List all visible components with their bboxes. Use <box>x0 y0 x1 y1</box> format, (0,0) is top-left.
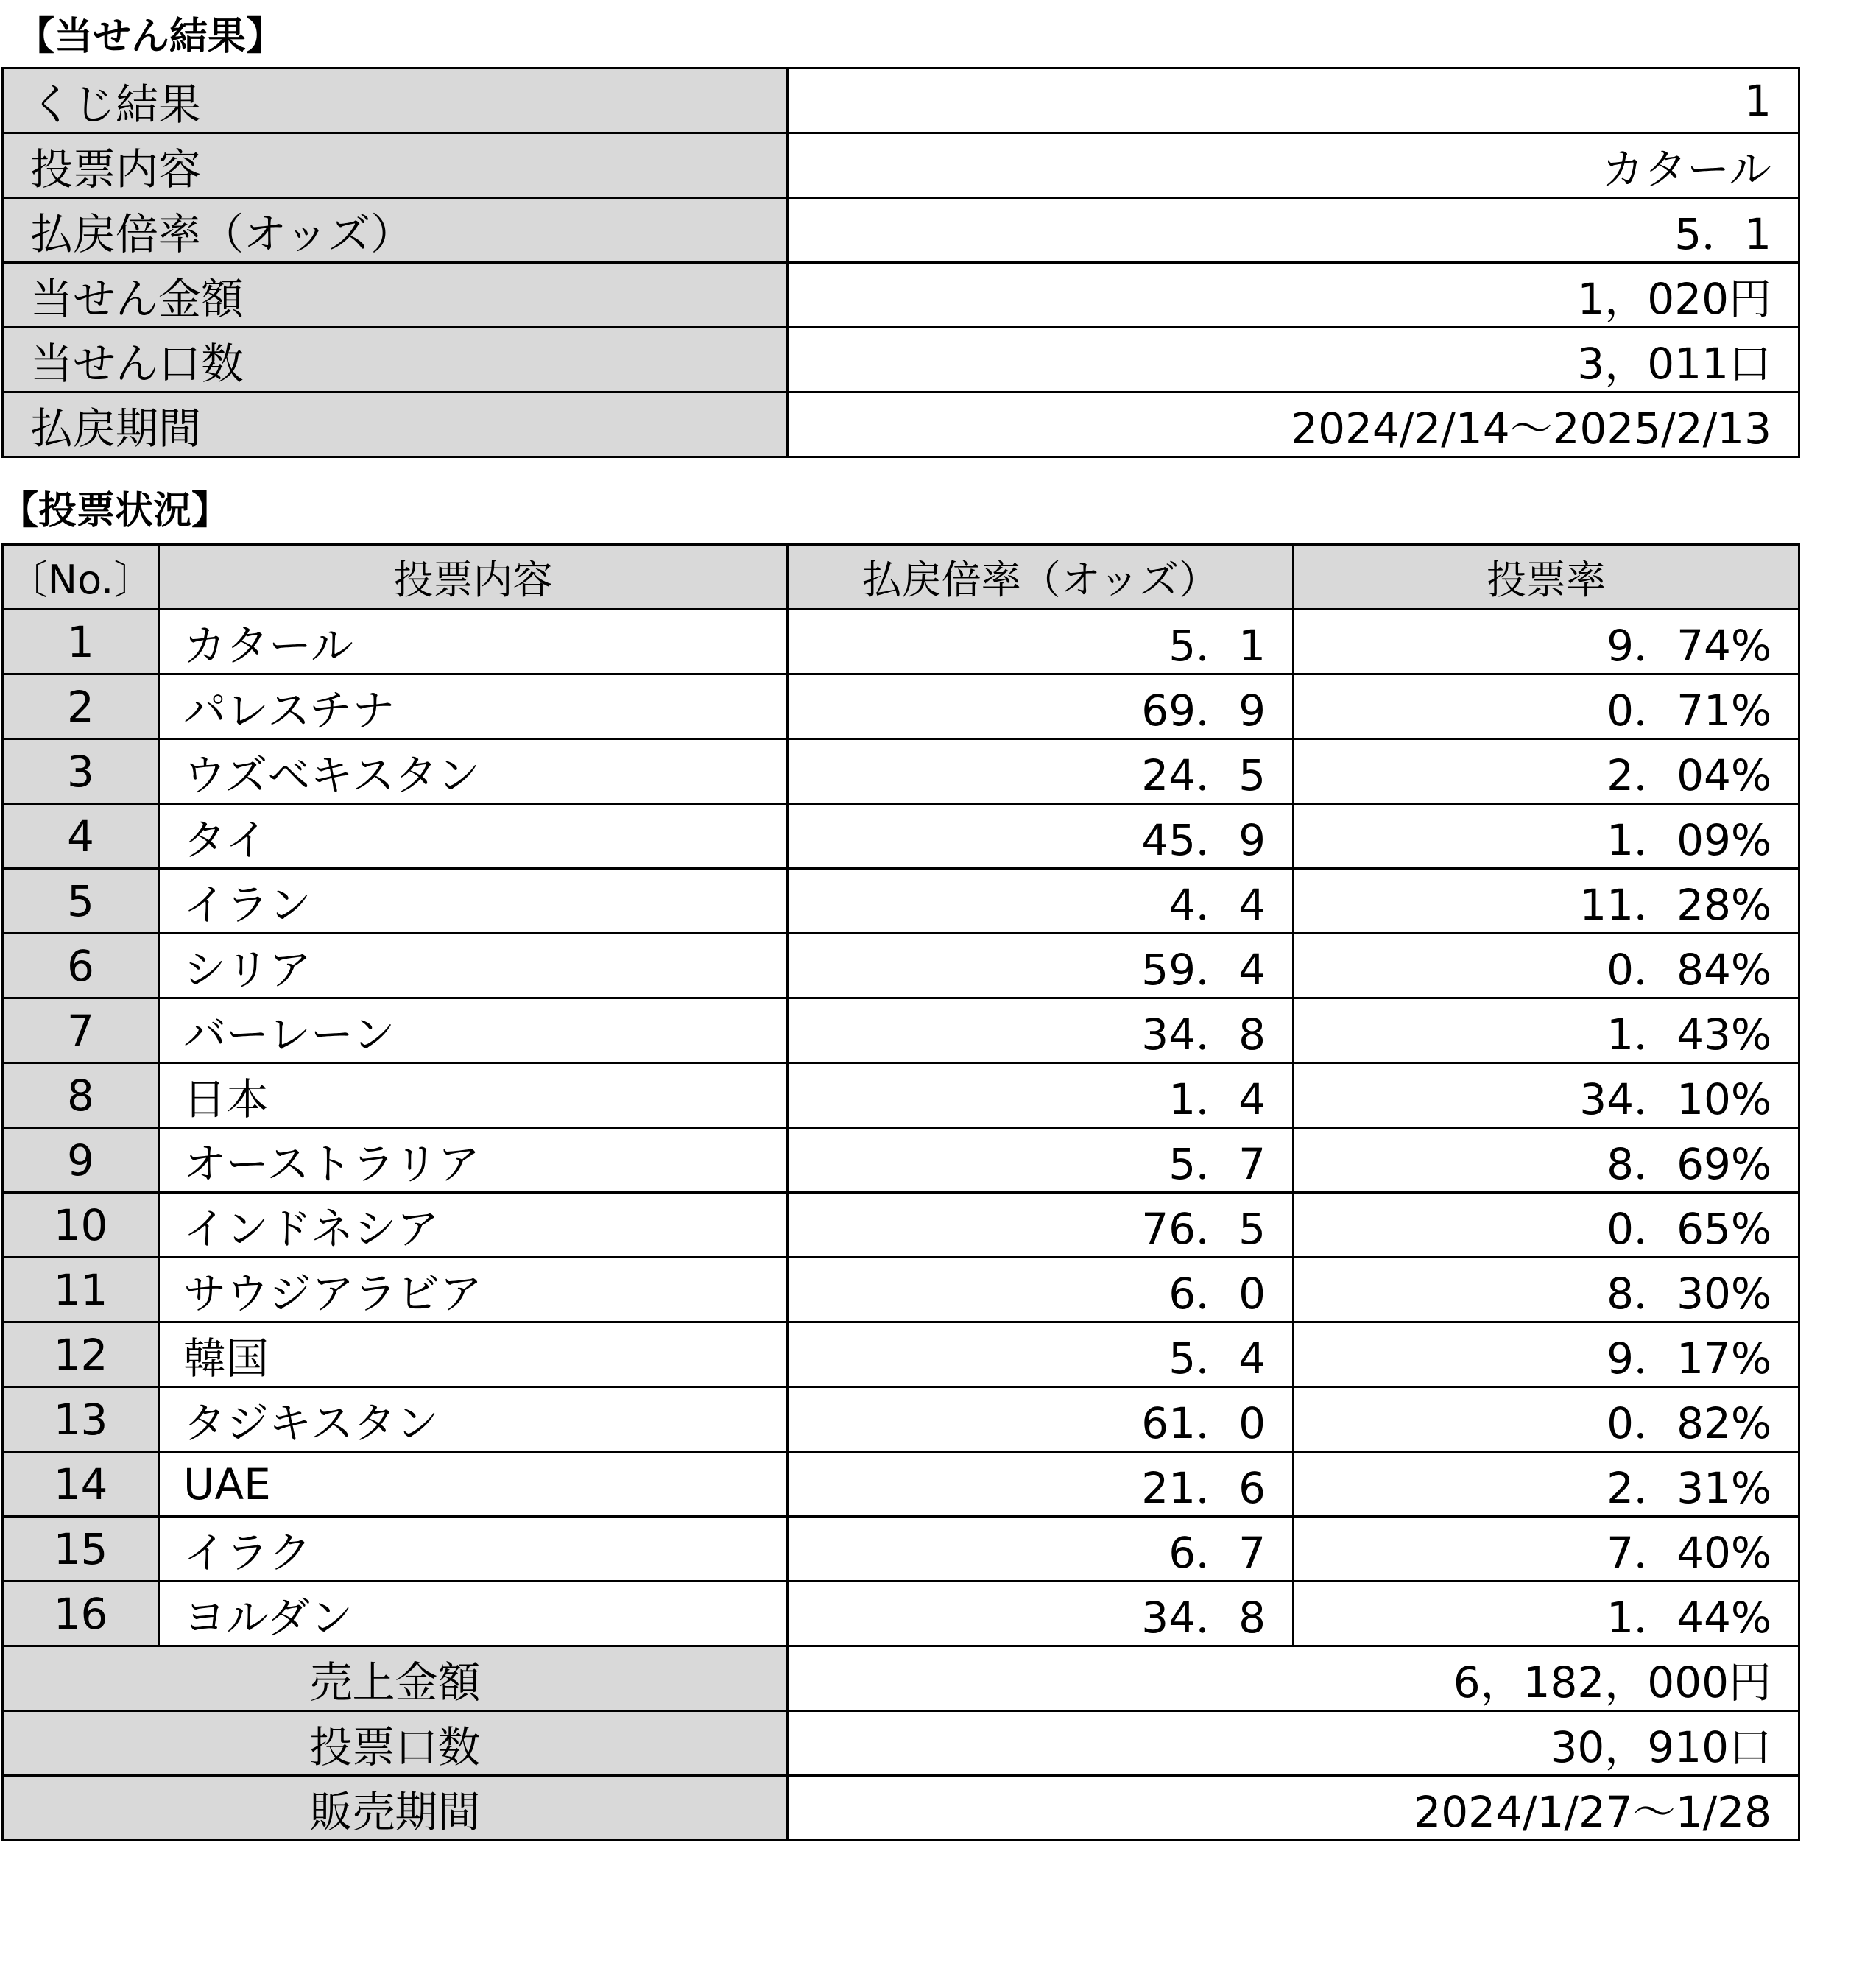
row-number: 10 <box>3 1193 159 1258</box>
table-row <box>3 674 1799 739</box>
row-rate: 0．84% <box>1294 934 1799 998</box>
row-content: ウズベキスタン <box>159 739 788 804</box>
row-odds: 59．4 <box>788 934 1294 998</box>
summary-label: 販売期間 <box>3 1776 788 1841</box>
summary-value: 6，182，000円 <box>788 1646 1799 1711</box>
summary-label: 投票口数 <box>3 1711 788 1776</box>
column-header-content: 投票内容 <box>159 545 788 610</box>
table-row <box>3 1063 1799 1128</box>
row-odds: 69．9 <box>788 674 1294 739</box>
summary-value: 2024/1/27～1/28 <box>788 1776 1799 1841</box>
result-label: 払戻倍率（オッズ） <box>3 198 788 263</box>
result-label: 投票内容 <box>3 133 788 198</box>
summary-row <box>3 1711 1799 1776</box>
result-value: 3，011口 <box>788 328 1799 392</box>
row-content: UAE <box>159 1452 788 1517</box>
row-rate: 2．31% <box>1294 1452 1799 1517</box>
row-rate: 34．10% <box>1294 1063 1799 1128</box>
row-odds: 61．0 <box>788 1387 1294 1452</box>
row-odds: 5．7 <box>788 1128 1294 1193</box>
row-odds: 34．8 <box>788 998 1294 1063</box>
row-rate: 0．71% <box>1294 674 1799 739</box>
table-row <box>3 1258 1799 1322</box>
table-row <box>3 998 1799 1063</box>
row-number: 15 <box>3 1517 159 1582</box>
result-row <box>3 198 1799 263</box>
table-row <box>3 610 1799 674</box>
result-value: 5．1 <box>788 198 1799 263</box>
row-content: ヨルダン <box>159 1582 788 1646</box>
row-rate: 2．04% <box>1294 739 1799 804</box>
row-rate: 0．82% <box>1294 1387 1799 1452</box>
voting-heading: 【投票状況】 <box>0 489 230 533</box>
row-number: 7 <box>3 998 159 1063</box>
result-value: 1，020円 <box>788 263 1799 328</box>
row-content: タジキスタン <box>159 1387 788 1452</box>
row-odds: 76．5 <box>788 1193 1294 1258</box>
row-rate: 0．65% <box>1294 1193 1799 1258</box>
table-row <box>3 804 1799 869</box>
row-number: 9 <box>3 1128 159 1193</box>
column-header-rate: 投票率 <box>1294 545 1799 610</box>
row-content: バーレーン <box>159 998 788 1063</box>
row-content: インドネシア <box>159 1193 788 1258</box>
table-row <box>3 1582 1799 1646</box>
row-rate: 9．74% <box>1294 610 1799 674</box>
row-number: 12 <box>3 1322 159 1387</box>
result-value: 2024/2/14～2025/2/13 <box>788 392 1799 457</box>
row-content: 韓国 <box>159 1322 788 1387</box>
row-content: シリア <box>159 934 788 998</box>
summary-value: 30，910口 <box>788 1711 1799 1776</box>
row-content: タイ <box>159 804 788 869</box>
result-row <box>3 68 1799 133</box>
column-header-odds: 払戻倍率（オッズ） <box>788 545 1294 610</box>
row-odds: 21．6 <box>788 1452 1294 1517</box>
table-row <box>3 1452 1799 1517</box>
column-header-no: 〔No.〕 <box>3 545 159 610</box>
row-content: オーストラリア <box>159 1128 788 1193</box>
table-row <box>3 739 1799 804</box>
row-number: 1 <box>3 610 159 674</box>
row-odds: 34．8 <box>788 1582 1294 1646</box>
table-row <box>3 1387 1799 1452</box>
row-rate: 7．40% <box>1294 1517 1799 1582</box>
table-row <box>3 1322 1799 1387</box>
result-label: 払戻期間 <box>3 392 788 457</box>
row-rate: 9．17% <box>1294 1322 1799 1387</box>
row-rate: 11．28% <box>1294 869 1799 934</box>
row-number: 6 <box>3 934 159 998</box>
result-row <box>3 392 1799 457</box>
summary-row <box>3 1646 1799 1711</box>
row-rate: 1．44% <box>1294 1582 1799 1646</box>
row-odds: 6．7 <box>788 1517 1294 1582</box>
row-odds: 1．4 <box>788 1063 1294 1128</box>
row-number: 14 <box>3 1452 159 1517</box>
table-row <box>3 934 1799 998</box>
row-content: イラク <box>159 1517 788 1582</box>
row-number: 5 <box>3 869 159 934</box>
row-content: カタール <box>159 610 788 674</box>
row-odds: 5．1 <box>788 610 1294 674</box>
table-row <box>3 1193 1799 1258</box>
result-row <box>3 263 1799 328</box>
table-row <box>3 1128 1799 1193</box>
row-number: 4 <box>3 804 159 869</box>
summary-label: 売上金額 <box>3 1646 788 1711</box>
result-row <box>3 133 1799 198</box>
voting-header-row <box>3 545 1799 610</box>
row-content: パレスチナ <box>159 674 788 739</box>
row-number: 13 <box>3 1387 159 1452</box>
row-odds: 6．0 <box>788 1258 1294 1322</box>
result-label: 当せん口数 <box>3 328 788 392</box>
row-content: イラン <box>159 869 788 934</box>
result-label: くじ結果 <box>3 68 788 133</box>
row-rate: 8．69% <box>1294 1128 1799 1193</box>
row-odds: 24．5 <box>788 739 1294 804</box>
result-value: カタール <box>788 133 1799 198</box>
table-row <box>3 1517 1799 1582</box>
row-content: サウジアラビア <box>159 1258 788 1322</box>
row-number: 8 <box>3 1063 159 1128</box>
result-row <box>3 328 1799 392</box>
row-rate: 8．30% <box>1294 1258 1799 1322</box>
row-rate: 1．09% <box>1294 804 1799 869</box>
row-number: 3 <box>3 739 159 804</box>
result-value: 1 <box>788 68 1799 133</box>
row-odds: 4．4 <box>788 869 1294 934</box>
row-rate: 1．43% <box>1294 998 1799 1063</box>
row-number: 2 <box>3 674 159 739</box>
row-odds: 45．9 <box>788 804 1294 869</box>
row-number: 11 <box>3 1258 159 1322</box>
row-number: 16 <box>3 1582 159 1646</box>
result-heading: 【当せん結果】 <box>16 15 285 59</box>
summary-row <box>3 1776 1799 1841</box>
row-content: 日本 <box>159 1063 788 1128</box>
result-table <box>1 67 1800 458</box>
table-row <box>3 869 1799 934</box>
result-label: 当せん金額 <box>3 263 788 328</box>
voting-table <box>1 543 1800 1841</box>
row-odds: 5．4 <box>788 1322 1294 1387</box>
